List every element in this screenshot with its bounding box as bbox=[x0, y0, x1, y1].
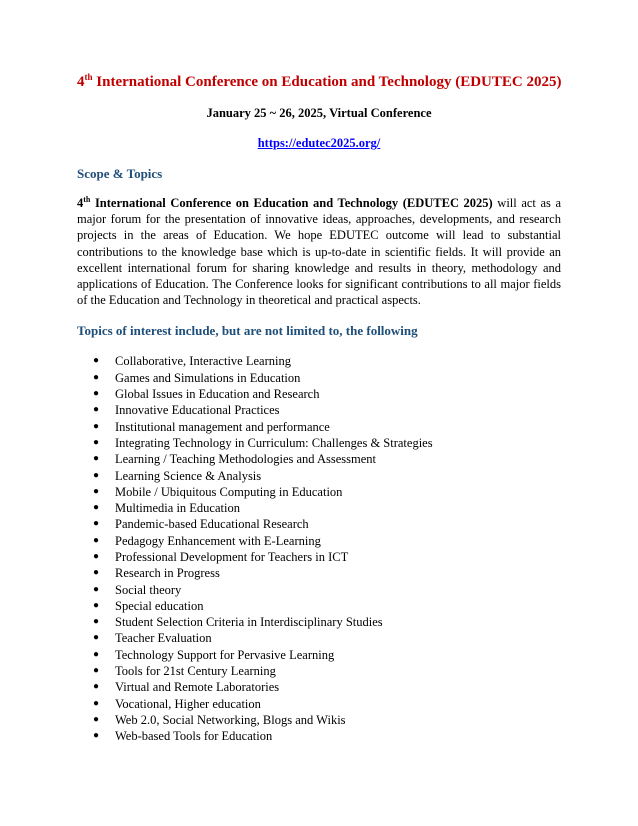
list-item bbox=[93, 582, 561, 598]
bullet-icon: ● bbox=[93, 648, 100, 660]
list-item bbox=[93, 516, 561, 532]
topics-list bbox=[77, 353, 561, 744]
list-item bbox=[93, 353, 561, 369]
list-item bbox=[93, 728, 561, 744]
scope-body: will act as a major forum for the presentation of innovative ideas, approaches, developments, and research projects in the areas of Education. We hope EDUTEC outcome will lead to substantial contributions to the knowledge base which is up-to-date in scientific fields. It will provide an excellent international forum for sharing knowledge and results in theory, methodology and applications of Education. The Conference looks for significant contributions to all major fields of the Education and Technology in theoretical and practical aspects. bbox=[77, 196, 561, 308]
bullet-icon: ● bbox=[93, 697, 100, 709]
bullet-icon: ● bbox=[93, 550, 100, 562]
topic-label: Student Selection Criteria in Interdisciplinary Studies bbox=[115, 615, 383, 630]
bullet-icon: ● bbox=[93, 518, 100, 530]
topic-label: Vocational, Higher education bbox=[115, 696, 261, 711]
conference-title bbox=[77, 73, 561, 91]
bullet-icon: ● bbox=[93, 616, 100, 628]
topic-label: Special education bbox=[115, 598, 204, 613]
list-item bbox=[93, 468, 561, 484]
topic-label: Professional Development for Teachers in ICT bbox=[115, 549, 349, 564]
topic-label: Innovative Educational Practices bbox=[115, 403, 280, 418]
list-item bbox=[93, 435, 561, 451]
bullet-icon: ● bbox=[93, 681, 100, 693]
bullet-icon: ● bbox=[93, 730, 100, 742]
topic-label: Social theory bbox=[115, 582, 182, 597]
bullet-icon: ● bbox=[93, 534, 100, 546]
conference-dates: January 25 ~ 26, 2025, Virtual Conference bbox=[206, 106, 432, 120]
bullet-icon: ● bbox=[93, 355, 100, 367]
bullet-icon: ● bbox=[93, 388, 100, 400]
topic-label: Pedagogy Enhancement with E-Learning bbox=[115, 533, 321, 548]
list-item bbox=[93, 712, 561, 728]
bullet-icon: ● bbox=[93, 453, 100, 465]
scope-lead-superscript: th bbox=[83, 194, 91, 204]
bullet-icon: ● bbox=[93, 665, 100, 677]
scope-lead bbox=[77, 196, 493, 210]
conference-url-line bbox=[77, 135, 561, 151]
list-item bbox=[93, 500, 561, 516]
list-item bbox=[93, 630, 561, 646]
topic-label: Technology Support for Pervasive Learning bbox=[115, 647, 335, 662]
list-item bbox=[93, 565, 561, 581]
topic-label: Learning / Teaching Methodologies and Assessment bbox=[115, 452, 376, 467]
topic-label: Learning Science & Analysis bbox=[115, 468, 262, 483]
bullet-icon: ● bbox=[93, 469, 100, 481]
topic-label: Collaborative, Interactive Learning bbox=[115, 354, 291, 369]
scope-lead-rest: International Conference on Education and Technology (EDUTEC 2025) bbox=[90, 196, 493, 210]
title-superscript: th bbox=[84, 72, 93, 82]
bullet-icon: ● bbox=[93, 371, 100, 383]
list-item bbox=[93, 386, 561, 402]
scope-heading: Scope & Topics bbox=[77, 166, 163, 181]
list-item bbox=[93, 663, 561, 679]
bullet-icon: ● bbox=[93, 567, 100, 579]
bullet-icon: ● bbox=[93, 420, 100, 432]
topic-label: Mobile / Ubiquitous Computing in Education bbox=[115, 484, 343, 499]
topic-label: Research in Progress bbox=[115, 566, 220, 581]
topic-label: Web-based Tools for Education bbox=[115, 729, 273, 744]
list-item bbox=[93, 533, 561, 549]
bullet-icon: ● bbox=[93, 436, 100, 448]
title-rest: International Conference on Education and Technology (EDUTEC 2025) bbox=[92, 74, 562, 90]
bullet-icon: ● bbox=[93, 485, 100, 497]
list-item bbox=[93, 402, 561, 418]
list-item bbox=[93, 696, 561, 712]
list-item bbox=[93, 484, 561, 500]
bullet-icon: ● bbox=[93, 599, 100, 611]
scope-paragraph bbox=[77, 195, 561, 308]
topic-label: Games and Simulations in Education bbox=[115, 370, 301, 385]
topic-label: Multimedia in Education bbox=[115, 501, 240, 516]
list-item bbox=[93, 647, 561, 663]
bullet-icon: ● bbox=[93, 404, 100, 416]
bullet-icon: ● bbox=[93, 583, 100, 595]
topic-label: Global Issues in Education and Research bbox=[115, 387, 320, 402]
topic-label: Pandemic-based Educational Research bbox=[115, 517, 309, 532]
list-item bbox=[93, 598, 561, 614]
list-item bbox=[93, 679, 561, 695]
topic-label: Web 2.0, Social Networking, Blogs and Wikis bbox=[115, 712, 346, 727]
topic-label: Institutional management and performance bbox=[115, 419, 330, 434]
list-item bbox=[93, 451, 561, 467]
topic-label: Virtual and Remote Laboratories bbox=[115, 680, 280, 695]
scope-lead-ordinal: 4 bbox=[77, 196, 84, 210]
topic-label: Teacher Evaluation bbox=[115, 631, 212, 646]
topics-heading: Topics of interest include, but are not limited to, the following bbox=[77, 323, 418, 339]
topic-label: Tools for 21st Century Learning bbox=[115, 664, 276, 679]
list-item bbox=[93, 614, 561, 630]
list-item bbox=[93, 549, 561, 565]
conference-url-link[interactable]: https://edutec2025.org/ bbox=[257, 136, 381, 150]
title-ordinal: 4 bbox=[77, 74, 85, 90]
list-item bbox=[93, 419, 561, 435]
bullet-icon: ● bbox=[93, 502, 100, 514]
list-item bbox=[93, 370, 561, 386]
bullet-icon: ● bbox=[93, 713, 100, 725]
bullet-icon: ● bbox=[93, 632, 100, 644]
topic-label: Integrating Technology in Curriculum: Challenges & Strategies bbox=[115, 435, 433, 450]
